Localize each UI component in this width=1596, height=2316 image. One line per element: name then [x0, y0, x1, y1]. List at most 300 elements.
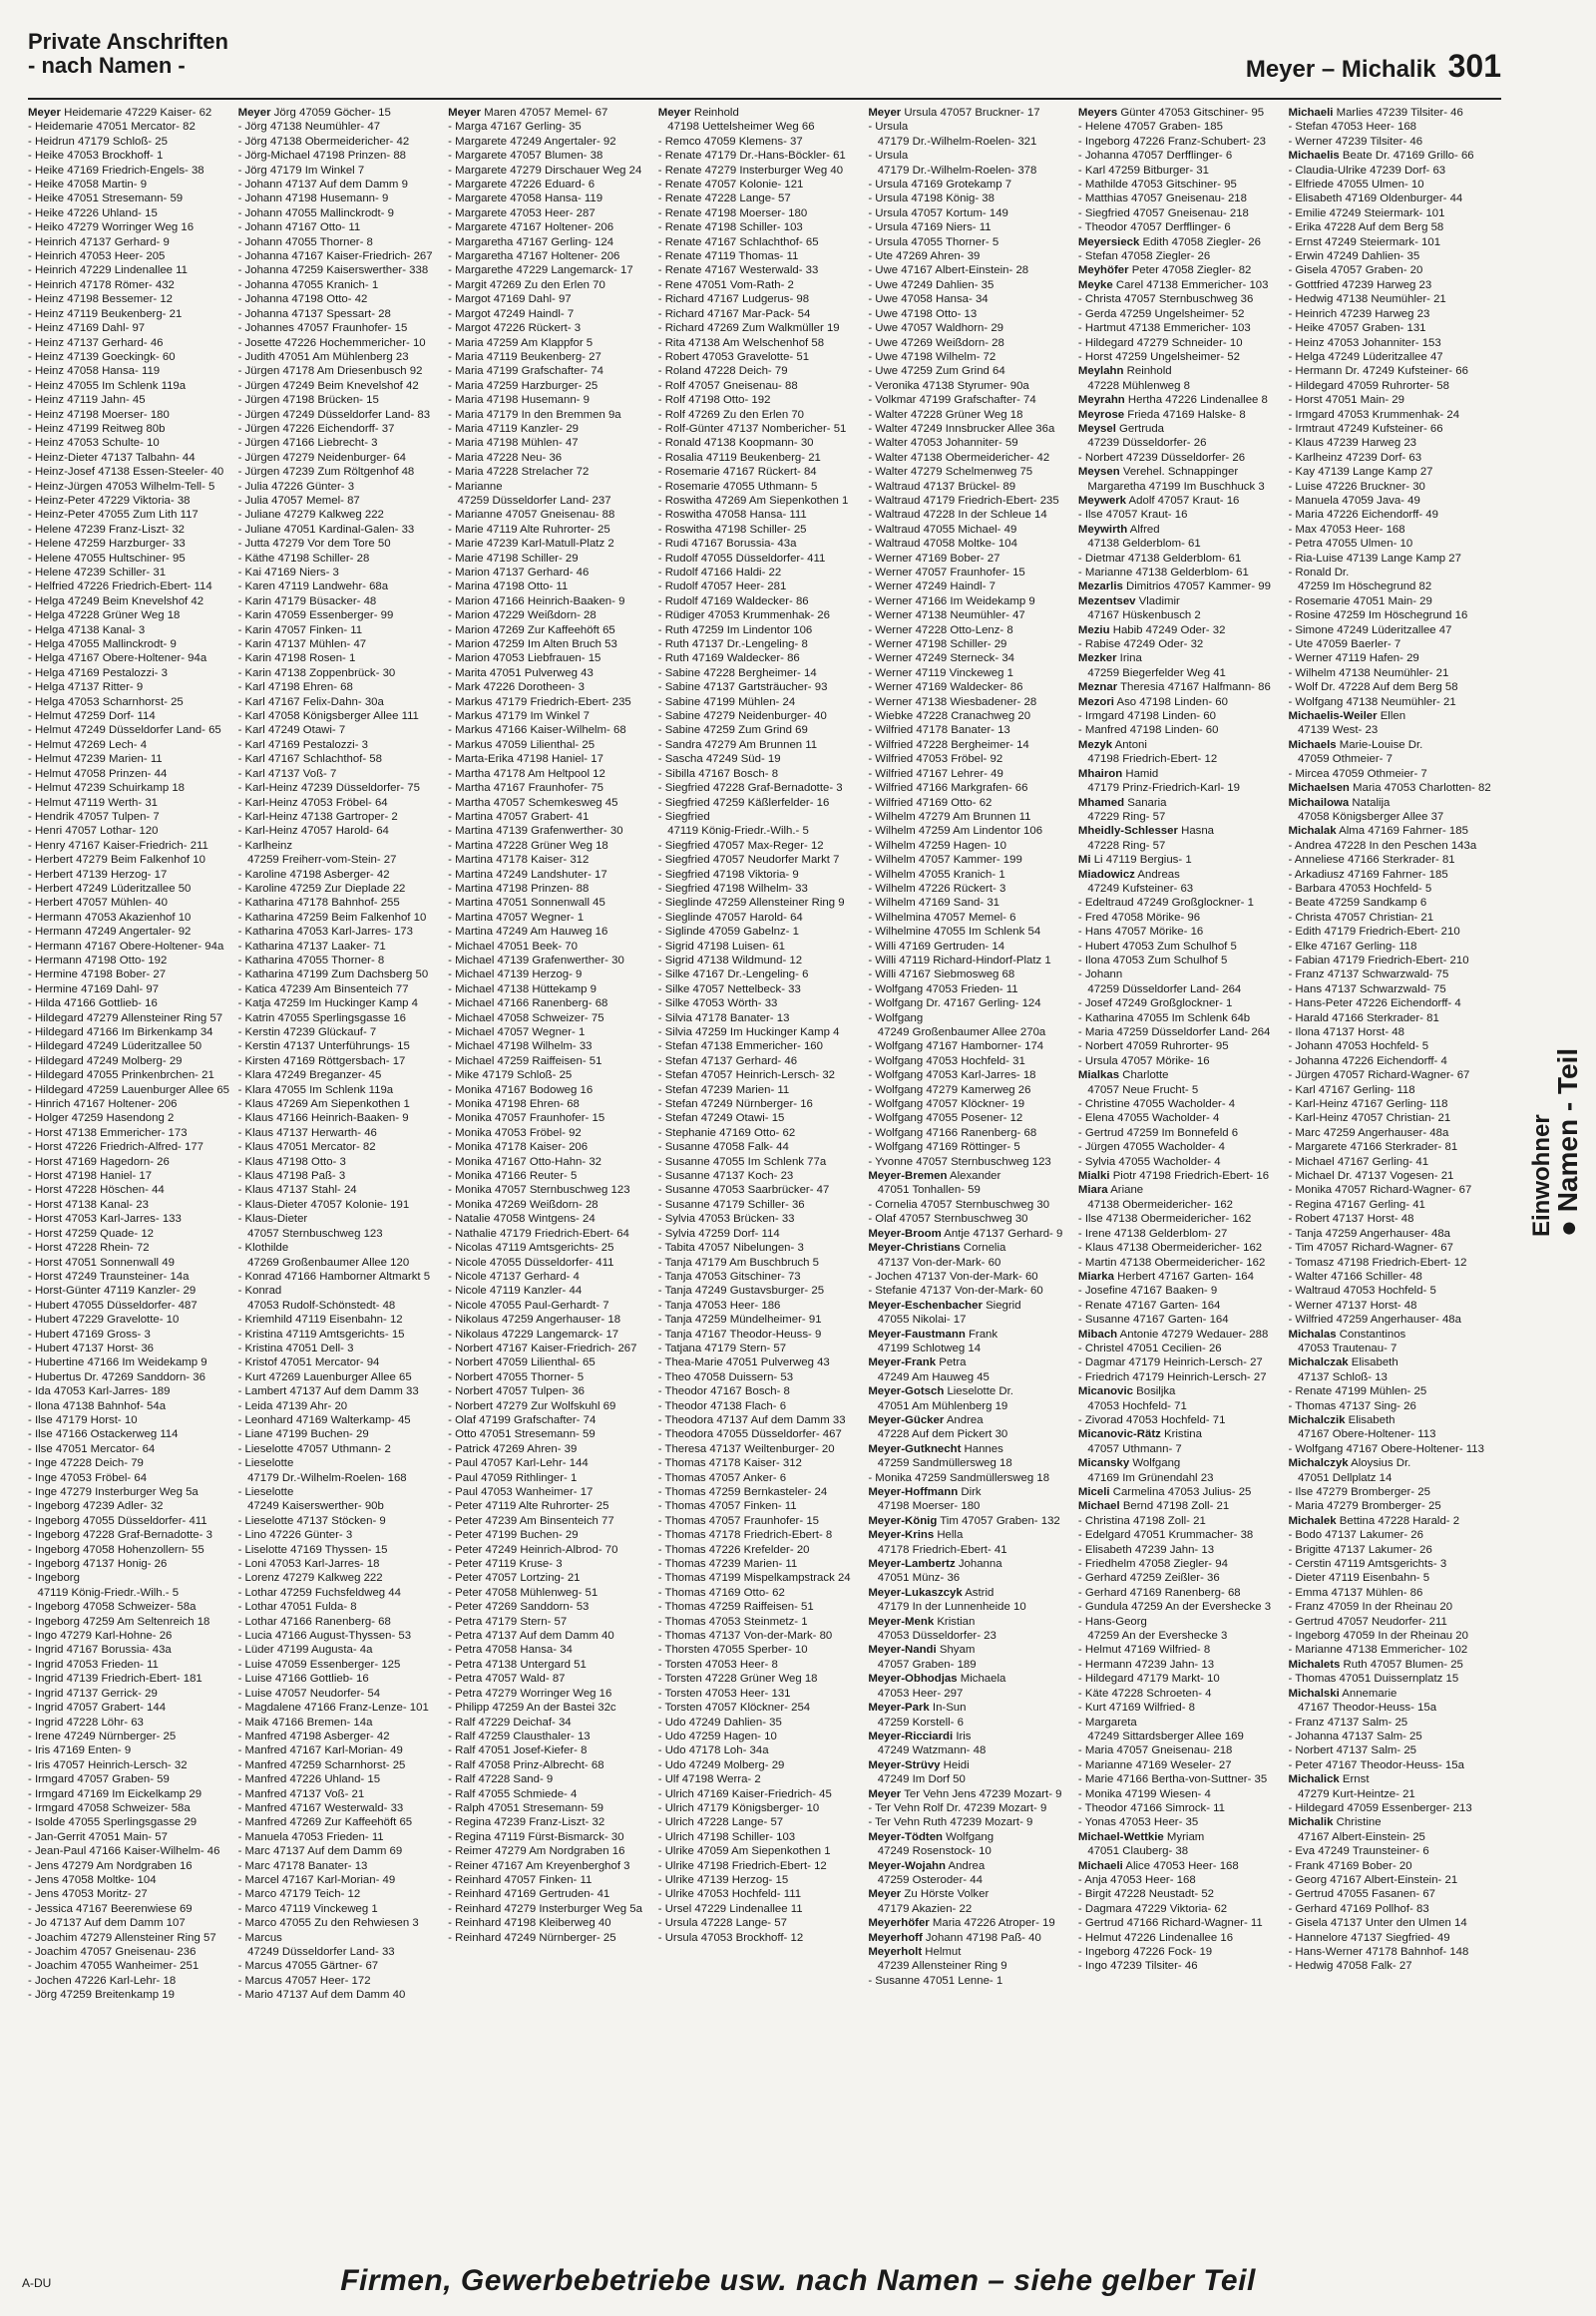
listing-entry: - Ingeborg [28, 1572, 80, 1585]
listing-entry: Meyer-Gutknecht Hannes [868, 1442, 1003, 1455]
listing-entry: - Johann 47053 Hochfeld- 5 [1288, 1040, 1429, 1053]
listing-entry: - Uwe 47058 Hansa- 34 [868, 293, 989, 306]
listing-entry: - Helga 47169 Pestalozzi- 3 [28, 666, 168, 679]
listing-entry: - Theodor 47057 Derfflinger- 6 [1077, 221, 1231, 234]
listing-entry: - Hans 47057 Mörike- 16 [1077, 926, 1204, 939]
listing-entry: - Tanja 47259 Angerhauser- 48a [1288, 1227, 1451, 1240]
listing-entry: - Leida 47139 Ahr- 20 [237, 1399, 348, 1412]
listing-entry: 47053 Trautenau- 7 [1288, 1342, 1397, 1354]
listing-entry: - Helmut 47169 Wilfried- 8 [1077, 1644, 1211, 1657]
listing-entry: - Jürgen 47166 Liebrecht- 3 [237, 437, 378, 450]
listing-entry: - Rudolf 47169 Waldecker- 86 [657, 594, 809, 607]
listing-entry: - Iris 47169 Enten- 9 [28, 1744, 132, 1757]
listing-entry: - Hendrik 47057 Tulpen- 7 [28, 810, 160, 823]
listing-entry: Michalick Ernst [1288, 1773, 1370, 1786]
listing-entry: - Barbara 47053 Hochfeld- 5 [1288, 882, 1432, 895]
listing-entry: - Nathalie 47179 Friedrich-Ebert- 64 [448, 1227, 629, 1240]
listing-entry: - Margarete 47058 Hansa- 119 [448, 193, 603, 205]
listing-entry: - Ingeborg 47226 Fock- 19 [1077, 1946, 1213, 1958]
listing-entry: - Regina 47167 Gerling- 41 [1288, 1198, 1425, 1211]
listing-entry: Meznar Theresia 47167 Halfmann- 86 [1077, 681, 1271, 694]
listing-entry: - Michael 47167 Gerling- 41 [1288, 1155, 1429, 1168]
listing-entry: - Olaf 47057 Sternbuschweg 30 [868, 1213, 1028, 1226]
listing-entry: - Ursula 47055 Thorner- 5 [868, 235, 999, 248]
listing-entry: - Marie 47239 Karl-Matull-Platz 2 [448, 538, 614, 551]
listing-entry: - Marcus 47057 Heer- 172 [237, 1974, 371, 1987]
listing-entry: - Katrin 47055 Sperlingsgasse 16 [237, 1011, 407, 1024]
listing-entry: 47228 Auf dem Pickert 30 [868, 1428, 1008, 1441]
listing-entry: - Dieter 47119 Eisenbahn- 5 [1288, 1572, 1430, 1585]
listing-entry: - Werner 47137 Horst- 48 [1288, 1299, 1417, 1312]
listing-entry: Meyer-Gücker Andrea [868, 1413, 984, 1426]
listing-entry: - Ute 47059 Baerler- 7 [1288, 638, 1401, 651]
listing-entry: - Horst 47053 Karl-Jarres- 133 [28, 1213, 182, 1226]
listing-entry: - Iris 47057 Heinrich-Lersch- 32 [28, 1758, 188, 1771]
listing-entry: - Regina 47239 Franz-Liszt- 32 [448, 1816, 605, 1829]
listing-entry: - Ida 47053 Karl-Jarres- 189 [28, 1385, 171, 1398]
listing-entry: 47138 Gelderblom- 61 [1077, 538, 1201, 551]
listing-entry: - Juliane 47051 Kardinal-Galen- 33 [237, 523, 415, 536]
listing-entry: - Horst 47259 Ungelsheimer- 52 [1077, 350, 1240, 363]
listing-entry: 47167 Theodor-Heuss- 15a [1288, 1702, 1437, 1715]
listing-entry: - Stephanie 47169 Otto- 62 [657, 1126, 796, 1139]
listing-entry: - Marie 47198 Schiller- 29 [448, 552, 579, 565]
listing-entry: Meyer-Faustmann Frank [868, 1328, 998, 1341]
listing-entry: 47259 Düsseldorfer Land- 237 [448, 494, 611, 507]
listing-entry: 47137 Von-der-Mark- 60 [868, 1256, 1001, 1269]
listing-entry: - Maria 47259 Düsseldorfer Land- 264 [1077, 1026, 1271, 1038]
listing-entry: - Norbert 47239 Düsseldorfer- 26 [1077, 451, 1246, 464]
listing-entry: - Georg 47167 Albert-Einstein- 21 [1288, 1873, 1458, 1886]
listing-entry: Mezori Aso 47198 Linden- 60 [1077, 695, 1228, 708]
listing-entry: - Fabian 47179 Friedrich-Ebert- 210 [1288, 954, 1469, 966]
page-code: A-DU [22, 2276, 52, 2290]
listing-entry: - Ingeborg 47059 In der Rheinau 20 [1288, 1630, 1468, 1643]
listing-entry: - Luise 47166 Gottlieb- 16 [237, 1673, 369, 1686]
listing-entry: - Helga 47053 Scharnhorst- 25 [28, 695, 184, 708]
listing-entry: Michael-Wettkie Myriam [1077, 1830, 1205, 1843]
listing-entry: - Christine 47055 Wacholder- 4 [1077, 1098, 1236, 1111]
listing-entry: - Sascha 47249 Süd- 19 [657, 753, 781, 766]
listing-entry: 47259 Düsseldorfer Land- 264 [1077, 982, 1242, 995]
listing-entry: - Yonas 47053 Heer- 35 [1077, 1816, 1199, 1829]
listing-entry: Michaels Marie-Louise Dr. [1288, 738, 1423, 751]
listing-entry: - Klaus 47051 Mercator- 82 [237, 1141, 376, 1154]
listing-entry: - Renate 47119 Thomas- 11 [657, 250, 799, 263]
listing-entry: - Lothar 47259 Fuchsfeldweg 44 [237, 1586, 401, 1599]
listing-entry: - Ursula 47053 Brockhoff- 12 [657, 1931, 804, 1944]
listing-entry: - Maria 47198 Mühlen- 47 [448, 437, 579, 450]
listing-entry: - Jörg 47259 Breitenkamp 19 [28, 1989, 175, 2002]
listing-entry: - Michael 47058 Schweizer- 75 [448, 1011, 604, 1024]
listing-entry: - Margarete 47053 Heer- 287 [448, 206, 596, 219]
listing-entry: - Roswitha 47198 Schiller- 25 [657, 523, 807, 536]
listing-entry: Meyer Jörg 47059 Göcher- 15 [237, 107, 391, 119]
listing-entry: Meyerhöfer Maria 47226 Atroper- 19 [868, 1917, 1055, 1930]
listing-entry: - Marion 47259 Im Alten Bruch 53 [448, 638, 617, 651]
listing-entry: - Udo 47178 Loh- 34a [657, 1744, 769, 1757]
listing-entry: - Heinrich 47229 Lindenallee 11 [28, 264, 189, 277]
listing-entry: - Margot 47226 Rückert- 3 [448, 322, 582, 335]
listing-entry: - Ilse 47057 Kraut- 16 [1077, 509, 1188, 522]
listing-entry: - Nikolaus 47229 Langemarck- 17 [448, 1328, 619, 1341]
listing-entry: - Horst 47051 Main- 29 [1288, 394, 1404, 407]
listing-entry: - Monika 47057 Richard-Wagner- 67 [1288, 1184, 1472, 1197]
listing-entry: Michaelsen Maria 47053 Charlotten- 82 [1288, 782, 1491, 795]
listing-entry: - Kristof 47051 Mercator- 94 [237, 1356, 380, 1369]
listing-entry: - Olaf 47199 Grafschafter- 74 [448, 1413, 597, 1426]
listing-entry: Miceli Carmelina 47053 Julius- 25 [1077, 1486, 1252, 1498]
listing-entry: - Susanne 47179 Schiller- 36 [657, 1198, 805, 1211]
listing-entry: - Heinz 47137 Gerhard- 46 [28, 336, 164, 349]
listing-entry: Meyer-Nandi Shyam [868, 1644, 976, 1657]
listing-entry: 47259 An der Evershecke 3 [1077, 1630, 1228, 1643]
listing-entry: - Josefine 47167 Baaken- 9 [1077, 1285, 1218, 1298]
listing-entry: Michaeli Alice 47053 Heer- 168 [1077, 1859, 1239, 1872]
listing-entry: - Lieselotte 47057 Uthmann- 2 [237, 1442, 391, 1455]
listing-entry: Mheidly-Schlesser Hasna [1077, 825, 1215, 838]
listing-entry: - Gertrud 47055 Fasanen- 67 [1288, 1888, 1436, 1901]
listing-entry: - Reinhard 47249 Nürnberger- 25 [448, 1931, 616, 1944]
listing-entry: - Margaretha 47167 Holtener- 206 [448, 250, 620, 263]
listing-entry: 47169 Im Grünendahl 23 [1077, 1471, 1214, 1484]
listing-entry: - Renate 47057 Kolonie- 121 [657, 179, 804, 192]
listing-entry: - Karl 47167 Schlachthof- 58 [237, 753, 382, 766]
listing-entry: - Elena 47055 Wacholder- 4 [1077, 1112, 1220, 1125]
listing-entry: - Helga 47137 Ritter- 9 [28, 681, 144, 694]
listing-entry: - Wilhelmine 47055 Im Schlenk 54 [868, 926, 1041, 939]
listing-entry: - Martha 47178 Am Heltpool 12 [448, 767, 605, 780]
listing-entry: - Johanna 47226 Eichendorff- 4 [1288, 1054, 1447, 1067]
listing-entry: 47119 König-Friedr.-Wilh.- 5 [657, 825, 809, 838]
listing-entry: - Rosemarie 47055 Uthmann- 5 [657, 480, 818, 493]
listing-entry: - Christa 47057 Sternbuschweg 36 [1077, 293, 1254, 306]
listing-entry: - Peter 47119 Alte Ruhrorter- 25 [448, 1500, 609, 1513]
listing-entry: - Uwe 47057 Waldhorn- 29 [868, 322, 1004, 335]
listing-entry: - Renate 47167 Westerwald- 33 [657, 264, 819, 277]
listing-entry: - Maria 47198 Husemann- 9 [448, 394, 590, 407]
listing-entry: - Helene 47239 Franz-Liszt- 32 [28, 523, 186, 536]
listing-entry: - Petra 47138 Untergard 51 [448, 1658, 587, 1671]
listing-entry: - Hubertus Dr. 47269 Sanddorn- 36 [28, 1370, 205, 1383]
listing-entry: Meyer-Park In-Sun [868, 1702, 967, 1715]
listing-entry: - Thomas 47057 Anker- 6 [657, 1471, 787, 1484]
listing-entry: Meyer-Christians Cornelia [868, 1242, 1006, 1255]
listing-entry: - Monika 47053 Fröbel- 92 [448, 1126, 582, 1139]
listing-entry: - Karl 47137 Voß- 7 [237, 767, 337, 780]
listing-entry: Micansky Wolfgang [1077, 1457, 1181, 1470]
listing-entry: - Hermann 47053 Akazienhof 10 [28, 911, 192, 924]
listing-entry: - Werner 47119 Hafen- 29 [1288, 652, 1419, 665]
listing-entry: - Marianne 47057 Gneisenau- 88 [448, 509, 615, 522]
listing-entry: - Rolf 47269 Zu den Erlen 70 [657, 408, 805, 421]
listing-entry: 47055 Nikolai- 17 [868, 1314, 967, 1327]
listing-entry: - Ingeborg 47058 Schweizer- 58a [28, 1601, 197, 1614]
listing-entry: - Marita 47051 Pulverweg 43 [448, 666, 594, 679]
listing-entry: - Thomas 47178 Kaiser- 312 [657, 1457, 802, 1470]
listing-entry: Michaelis-Weiler Ellen [1288, 710, 1406, 723]
listing-entry: - Katharina 47053 Karl-Jarres- 173 [237, 926, 413, 939]
header-title-line2: - nach Namen - [28, 53, 186, 78]
listing-entry: - Renate 47167 Garten- 164 [1077, 1299, 1221, 1312]
listing-entry: - Klara 47249 Breganzer- 45 [237, 1069, 382, 1082]
listing-entry: - Lambert 47137 Auf dem Damm 33 [237, 1385, 419, 1398]
listing-entry: 47139 West- 23 [1288, 724, 1379, 737]
listing-entry: - Anja 47053 Heer- 168 [1077, 1873, 1196, 1886]
listing-entry: - Tim 47057 Richard-Wagner- 67 [1288, 1242, 1453, 1255]
listing-entry: - Walter 47228 Grüner Weg 18 [868, 408, 1023, 421]
listing-entry: - Edeltraud 47249 Großglockner- 1 [1077, 897, 1254, 910]
listing-entry: - Rene 47051 Vom-Rath- 2 [657, 278, 794, 291]
column-6 [1078, 106, 1285, 2240]
listing-entry: - Jens 47053 Moritz- 27 [28, 1888, 148, 1901]
listing-entry: - Karl-Heinz 47138 Gartroper- 2 [237, 810, 398, 823]
listing-entry: 47249 Sittardsberger Allee 169 [1077, 1730, 1244, 1742]
listing-entry: - Maria 47179 In den Bremmen 9a [448, 408, 621, 421]
listing-entry: - Martina 47057 Wegner- 1 [448, 911, 585, 924]
listing-entry: Meyer-Menk Kristian [868, 1615, 976, 1628]
listing-entry: - Ingo 47279 Karl-Hohne- 26 [28, 1630, 173, 1643]
listing-entry: - Petra 47055 Ulmen- 10 [1288, 538, 1413, 551]
listing-entry: - Simone 47249 Lüderitzallee 47 [1288, 623, 1452, 636]
listing-entry: - Mario 47137 Auf dem Damm 40 [237, 1989, 406, 2002]
listing-entry: - Isolde 47055 Sperlingsgasse 29 [28, 1816, 198, 1829]
listing-entry: - Marco 47179 Teich- 12 [237, 1888, 361, 1901]
listing-entry: - Johann 47137 Auf dem Damm 9 [237, 179, 408, 192]
listing-entry: - Wilfried 47259 Angerhauser- 48a [1288, 1314, 1461, 1327]
listing-entry: - Irmgard 47198 Linden- 60 [1077, 710, 1216, 723]
listing-entry: - Ronald 47138 Koopmann- 30 [657, 437, 814, 450]
listing-entry: - Marcus 47055 Gärtner- 67 [237, 1960, 379, 1973]
listing-entry: - Jens 47058 Moltke- 104 [28, 1873, 157, 1886]
listing-entry: - Leonhard 47169 Walterkamp- 45 [237, 1413, 411, 1426]
listing-entry: - Heidrun 47179 Schloß- 25 [28, 135, 168, 148]
listing-entry: - Ralph 47051 Stresemann- 59 [448, 1801, 603, 1814]
listing-entry: - Udo 47249 Dahlien- 35 [657, 1716, 782, 1729]
listing-entry: - Karoline 47259 Zur Dieplade 22 [237, 882, 406, 895]
listing-entry: - Yvonne 47057 Sternbuschweg 123 [868, 1155, 1051, 1168]
listing-entry: - Roswitha 47058 Hansa- 111 [657, 509, 807, 522]
listing-entry: - Thorsten 47055 Sperber- 10 [657, 1644, 808, 1657]
listing-entry: - Norbert 47137 Salm- 25 [1288, 1744, 1416, 1757]
listing-entry: - Susanne 47058 Falk- 44 [657, 1141, 789, 1154]
listing-entry: - Heinz 47169 Dahl- 97 [28, 322, 146, 335]
listing-entry: - Norbert 47279 Zur Wolfskuhl 69 [448, 1399, 616, 1412]
listing-entry: - Julia 47226 Günter- 3 [237, 480, 355, 493]
listing-entry: Meyer-Eschenbacher Siegrid [868, 1299, 1021, 1312]
listing-entry: - Luise 47226 Bruckner- 30 [1288, 480, 1425, 493]
listing-entry: - Christa 47057 Christian- 21 [1288, 911, 1434, 924]
listing-entry: - Horst 47198 Haniel- 17 [28, 1170, 153, 1183]
listing-entry: - Michael Dr. 47137 Vogesen- 21 [1288, 1170, 1454, 1183]
listing-entry: - Hermann Dr. 47249 Kufsteiner- 66 [1288, 365, 1468, 378]
listing-entry: Miadowicz Andreas [1077, 868, 1180, 881]
listing-entry: - Thomas 47137 Sing- 26 [1288, 1399, 1416, 1412]
listing-entry: 47199 Schlotweg 14 [868, 1342, 982, 1354]
listing-entry: - Klaus 47137 Herwarth- 46 [237, 1126, 377, 1139]
listing-entry: - Helmut 47239 Marien- 11 [28, 753, 163, 766]
listing-entry: - Siegfried 47057 Max-Reger- 12 [657, 839, 824, 852]
listing-entry: - Lieselotte [237, 1457, 294, 1470]
listing-entry: 47053 Heer- 297 [868, 1687, 964, 1700]
listing-entry: - Johann [1077, 968, 1123, 981]
column-3 [448, 106, 654, 2240]
listing-entry: - Waltraud 47228 In der Schleue 14 [868, 509, 1047, 522]
listing-entry: - Emilie 47249 Steiermark- 101 [1288, 206, 1445, 219]
listing-entry: - Ursula 47198 König- 38 [868, 193, 995, 205]
listing-entry: - Tomasz 47198 Friedrich-Ebert- 12 [1288, 1256, 1467, 1269]
column-1 [28, 106, 234, 2240]
listing-entry: - Mark 47226 Dorotheen- 3 [448, 681, 585, 694]
listing-entry: - Silke 47167 Dr.-Lengeling- 6 [657, 968, 809, 981]
listing-entry: - Klaus 47269 Am Siepenkothen 1 [237, 1098, 410, 1111]
listing-entry: - Katharina 47055 Thorner- 8 [237, 954, 385, 966]
listing-entry: - Monika 47057 Fraunhofer- 15 [448, 1112, 605, 1125]
listing-entry: - Tatjana 47179 Stern- 57 [657, 1342, 787, 1354]
listing-entry: - Konrad 47166 Hamborner Altmarkt 5 [237, 1270, 431, 1283]
listing-entry: - Cornelia 47057 Sternbuschweg 30 [868, 1198, 1050, 1211]
listing-entry: - Lothar 47166 Ranenberg- 68 [237, 1615, 391, 1628]
listing-entry: - Karlheinz [237, 839, 293, 852]
listing-entry: 47051 Clauberg- 38 [1077, 1845, 1189, 1858]
listing-entry: - Peter 47167 Theodor-Heuss- 15a [1288, 1758, 1464, 1771]
listing-entry: - Heike 47053 Brockhoff- 1 [28, 150, 164, 163]
listing-entry: - Heidemarie 47051 Mercator- 82 [28, 121, 196, 134]
listing-entry: 47228 Ring- 57 [1077, 839, 1166, 852]
listing-entry: - Josef 47249 Großglockner- 1 [1077, 997, 1233, 1010]
listing-entry: - Harald 47166 Sterkrader- 81 [1288, 1011, 1439, 1024]
listing-entry: Meywirth Alfred [1077, 523, 1160, 536]
listing-entry: - Martha 47057 Schemkesweg 45 [448, 796, 618, 809]
listing-entry: Meysel Gertruda [1077, 422, 1165, 435]
listing-entry: - Thomas 47259 Raiffeisen- 51 [657, 1601, 814, 1614]
listing-entry: - Heiko 47279 Worringer Weg 16 [28, 221, 195, 234]
listing-entry: - Petra 47137 Auf dem Damm 40 [448, 1630, 614, 1643]
listing-entry: - Hartmut 47138 Emmericher- 103 [1077, 322, 1251, 335]
listing-entry: - Irene 47249 Nürnberger- 25 [28, 1730, 177, 1742]
listing-entry: - Sylvia 47055 Wacholder- 4 [1077, 1155, 1221, 1168]
listing-entry: - Jörg 47138 Obermeidericher- 42 [237, 135, 410, 148]
listing-entry: - Renate 47228 Lange- 57 [657, 193, 791, 205]
listing-entry: - Peter 47058 Mühlenweg- 51 [448, 1586, 598, 1599]
listing-entry: - Maria 47199 Grafschafter- 74 [448, 365, 603, 378]
listing-entry: - Monika 47057 Sternbuschweg 123 [448, 1184, 630, 1197]
listing-entry: Mhairon Hamid [1077, 767, 1159, 780]
listing-entry: - Theodor 47166 Simrock- 11 [1077, 1801, 1225, 1814]
listing-entry: - Manfred 47259 Scharnhorst- 25 [237, 1758, 406, 1771]
listing-entry: - Christel 47051 Cecilien- 26 [1077, 1342, 1222, 1354]
listing-entry: - Herbert 47057 Mühlen- 40 [28, 897, 168, 910]
listing-entry: - Susanne 47053 Saarbrücker- 47 [657, 1184, 830, 1197]
listing-entry: - Ingo 47239 Tilsiter- 46 [1077, 1960, 1198, 1973]
listing-entry: - Heinz-Josef 47138 Essen-Steeler- 40 [28, 466, 224, 479]
listing-entry: - Werner 47239 Tilsiter- 46 [1288, 135, 1423, 148]
listing-entry: - Regina 47119 Fürst-Bismarck- 30 [448, 1830, 624, 1843]
listing-entry: 47269 Großenbaumer Allee 120 [237, 1256, 410, 1269]
listing-entry: - Wolfgang 47167 Obere-Holtener- 113 [1288, 1442, 1484, 1455]
listing-entry: - Karin 47179 Büsacker- 48 [237, 594, 377, 607]
listing-entry: Meyrose Frieda 47169 Halske- 8 [1077, 408, 1246, 421]
listing-entry: - Wolfgang 47138 Neumühler- 21 [1288, 695, 1456, 708]
listing-entry: - Helga 47249 Beim Knevelshof 42 [28, 594, 204, 607]
listing-entry: Michalas Constantinos [1288, 1328, 1406, 1341]
listing-entry: - Birgit 47228 Neustadt- 52 [1077, 1888, 1215, 1901]
listing-entry: - Susanne 47167 Garten- 164 [1077, 1314, 1229, 1327]
listing-entry: - Rudolf 47166 Haldi- 22 [657, 567, 782, 579]
listing-entry: - Theodor 47138 Flach- 6 [657, 1399, 787, 1412]
listing-entry: - Helmut 47269 Lech- 4 [28, 738, 148, 751]
column-4 [658, 106, 865, 2240]
listing-entry: - Johanna 47055 Kranich- 1 [237, 278, 379, 291]
listing-entry: 47179 Dr.-Wilhelm-Roelen- 168 [237, 1471, 407, 1484]
listing-entry: Michalski Annemarie [1288, 1687, 1397, 1700]
listing-entry: - Ingeborg 47228 Graf-Bernadotte- 3 [28, 1529, 212, 1542]
listing-entry: - Siegfried 47228 Graf-Bernadotte- 3 [657, 782, 843, 795]
listing-entry: - Stefan 47249 Otawi- 15 [657, 1112, 785, 1125]
listing-entry: - Judith 47051 Am Mühlenberg 23 [237, 350, 409, 363]
listing-entry: - Petra 47279 Worringer Weg 16 [448, 1687, 612, 1700]
listing-entry: - Waltraud 47058 Moltke- 104 [868, 538, 1017, 551]
listing-entry: - Frank 47169 Bober- 20 [1288, 1859, 1412, 1872]
listing-entry: - Johanna 47167 Kaiser-Friedrich- 267 [237, 250, 433, 263]
listing-entry: - Rudi 47167 Borussia- 43a [657, 538, 797, 551]
listing-entry: - Monika 47198 Ehren- 68 [448, 1098, 580, 1111]
listing-entry: - Markus 47166 Kaiser-Wilhelm- 68 [448, 724, 626, 737]
listing-entry: - Tanja 47259 Mündelheimer- 91 [657, 1314, 822, 1327]
listing-entry: - Sigrid 47138 Wildmund- 12 [657, 954, 803, 966]
listing-entry: - Helene 47055 Hultschiner- 95 [28, 552, 186, 565]
listing-entry: - Ruth 47137 Dr.-Lengeling- 8 [657, 638, 808, 651]
listing-entry: - Ingrid 47137 Gerrick- 29 [28, 1687, 158, 1700]
listing-entry: - Hedwig 47058 Falk- 27 [1288, 1960, 1412, 1973]
listing-entry: 47167 Albert-Einstein- 25 [1288, 1830, 1425, 1843]
listing-entry: - Richard 47269 Zum Walkmüller 19 [657, 322, 840, 335]
listing-entry: - Johann 47198 Husemann- 9 [237, 193, 389, 205]
listing-entry: - Waltraud 47053 Hochfeld- 5 [1288, 1285, 1436, 1298]
listing-entry: - Ingeborg 47055 Düsseldorfer- 411 [28, 1514, 207, 1527]
listing-entry: - Tanja 47053 Heer- 186 [657, 1299, 781, 1312]
listing-entry: - Uwe 47249 Dahlien- 35 [868, 278, 995, 291]
listing-entry: - Hildegard 47055 Prinkenbrchen- 21 [28, 1069, 214, 1082]
listing-entry: - Manfred 47137 Voß- 21 [237, 1787, 365, 1800]
listing-entry: - Ingrid 47228 Löhr- 63 [28, 1716, 144, 1729]
listing-entry: - Uwe 47198 Otto- 13 [868, 307, 978, 320]
listing-entry: - Hubert 47137 Horst- 36 [28, 1342, 154, 1354]
footer-note: Firmen, Gewerbebetriebe usw. nach Namen – siehe gelber Teil [340, 2264, 1256, 2297]
listing-entry: - Klara 47055 Im Schlenk 119a [237, 1083, 394, 1096]
listing-entry: - Heinrich 47239 Harweg 23 [1288, 307, 1430, 320]
listing-entry: - Renate 47179 Dr.-Hans-Böckler- 61 [657, 150, 846, 163]
listing-entry: - Horst 47138 Kanal- 23 [28, 1198, 149, 1211]
listing-entry: - Theodor 47167 Bosch- 8 [657, 1385, 790, 1398]
listing-entry: - Silvia 47259 Im Huckinger Kamp 4 [657, 1026, 840, 1038]
listing-entry: - Ursula [868, 121, 909, 134]
listing-entry: - Markus 47179 Im Winkel 7 [448, 710, 590, 723]
side-tab [1528, 758, 1583, 1257]
listing-entry: - Jessica 47167 Beerenwiese 69 [28, 1902, 193, 1915]
listing-entry: - Marion 47269 Zur Kaffeehöft 65 [448, 623, 615, 636]
listing-entry: - Ursula 47057 Kortum- 149 [868, 206, 1008, 219]
listing-entry: - Heinz-Peter 47229 Viktoria- 38 [28, 494, 191, 507]
listing-entry: - Siegfried 47259 Käßlerfelder- 16 [657, 796, 830, 809]
listing-entry: - Klaus 47239 Harweg 23 [1288, 437, 1417, 450]
listing-entry: - Helene 47057 Graben- 185 [1077, 121, 1223, 134]
listing-entry: - Margarete 47226 Eduard- 6 [448, 179, 596, 192]
listing-entry: - Horst-Günter 47119 Kanzler- 29 [28, 1285, 197, 1298]
listing-entry: - Margareta [1077, 1716, 1137, 1729]
listing-entry: - Karl-Heinz 47057 Christian- 21 [1288, 1112, 1451, 1125]
listing-entry: - Susanne 47051 Lenne- 1 [868, 1974, 1003, 1987]
